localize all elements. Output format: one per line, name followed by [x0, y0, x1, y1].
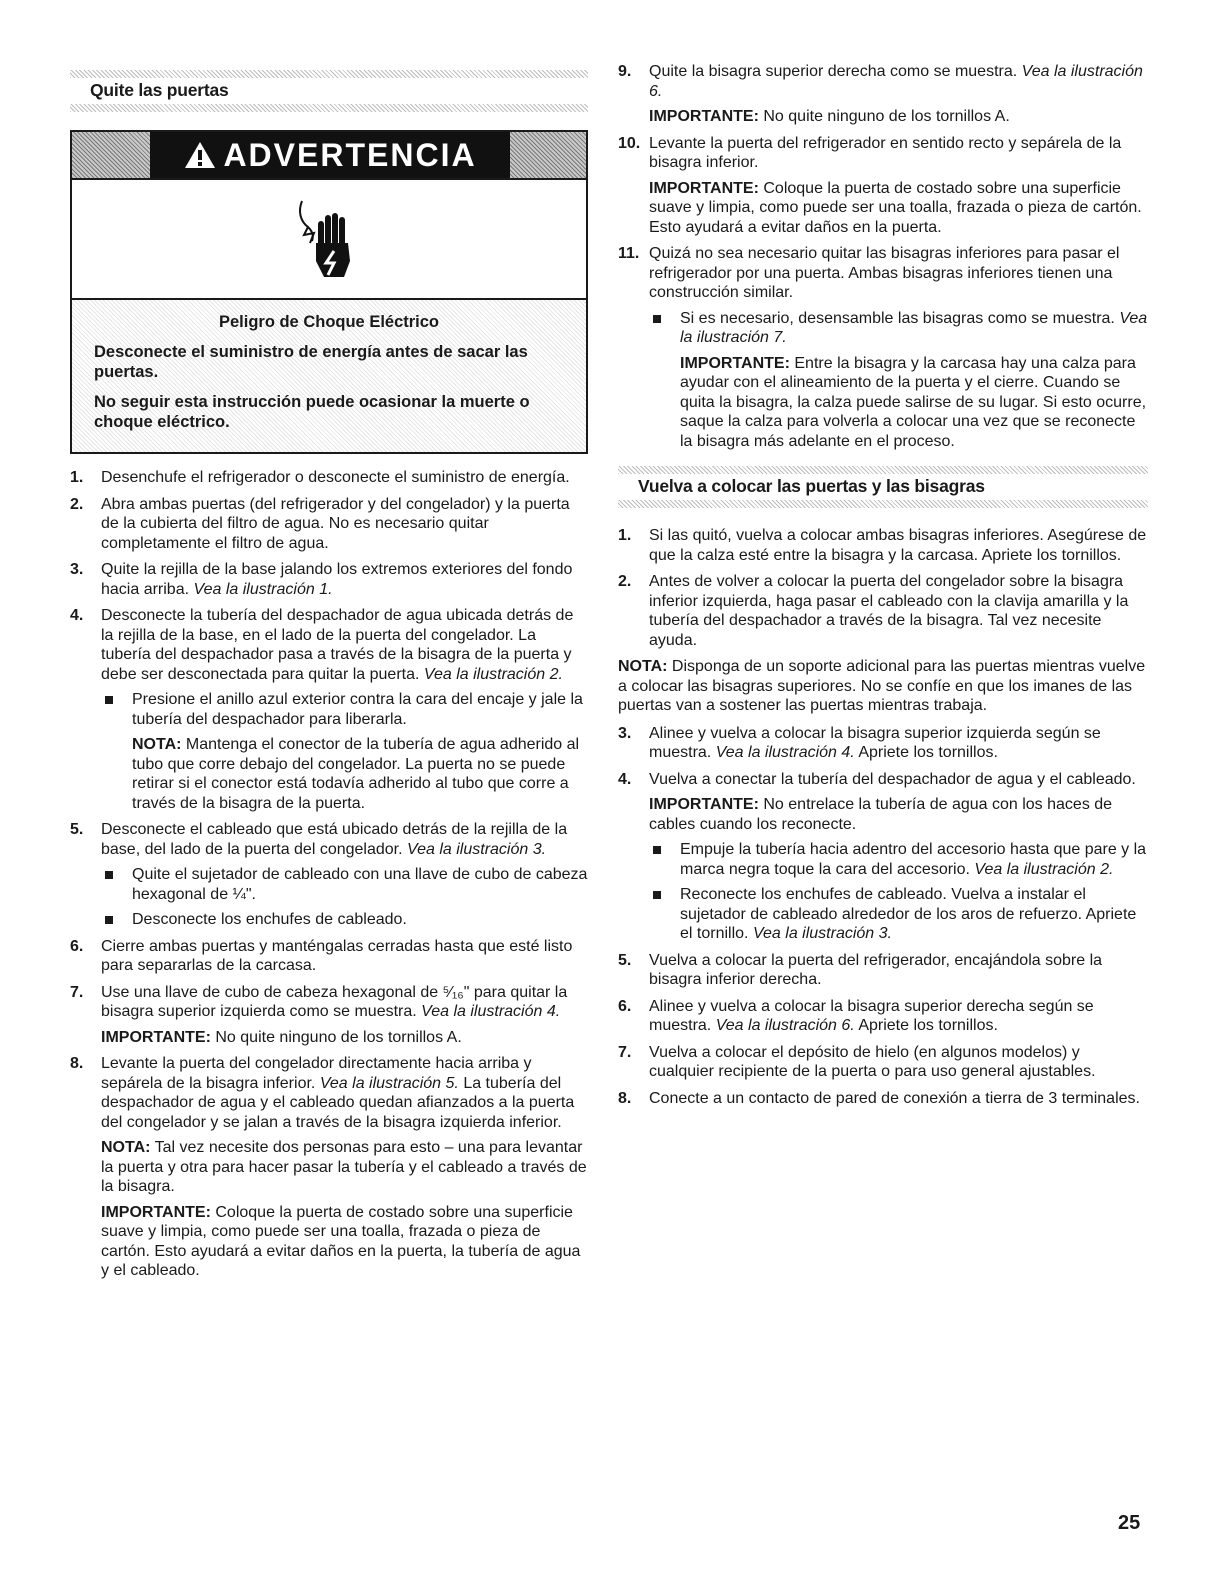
step-text: Cierre ambas puertas y manténgalas cerradas hasta que esté listo para separarlas de la carcasa.	[101, 937, 573, 974]
step-number: 6.	[70, 937, 84, 955]
step-text: Apriete los tornillos.	[858, 744, 998, 761]
step-text: Levante la puerta del refrigerador en sentido recto y sepárela de la bisagra inferior.	[649, 134, 1122, 171]
note-text: Disponga de un soporte adicional para las puertas mientras vuelve a colocar las bisagras superiores. No se confíe en que los imanes de las puertas van a sostener las puertas mientras trabaja.	[618, 658, 1146, 714]
step-number: 9.	[618, 63, 632, 80]
step-number: 2.	[70, 495, 84, 513]
step-number: 7.	[70, 983, 84, 1001]
step-number: 4.	[70, 607, 84, 624]
warning-title: ADVERTENCIA	[223, 136, 477, 173]
step-text: Si las quitó, vuelva a colocar ambas bisagras inferiores. Asegúrese de que la calza esté entre la bisagra y la carcasa. Apriete los tornillos.	[649, 527, 1147, 564]
section-header-replace-doors	[618, 458, 1148, 518]
warning-box	[70, 130, 588, 454]
important-text: Coloque la puerta de costado sobre una superficie suave y limpia, como puede ser una toalla, frazada o pieza de cartón. Esto ayudará a evitar daños en la puerta.	[649, 179, 1142, 236]
list-item	[70, 468, 588, 488]
step-number: 7.	[618, 1043, 632, 1061]
list-item	[618, 134, 1148, 238]
important-text: No entrelace la tubería de agua con los haces de cables cuando los reconecte.	[649, 796, 1113, 833]
list-item	[70, 606, 588, 813]
note-label: NOTA:	[101, 1139, 151, 1156]
step-number: 3.	[70, 561, 84, 578]
step-number: 1.	[618, 527, 632, 544]
step-number: 3.	[618, 724, 632, 742]
step-text: La tubería del despachador de agua y el cableado quedan afianzados a la puerta del congelador y se jalan a través de la bisagra izquierda inferior.	[101, 1074, 575, 1131]
bullet-item	[101, 910, 588, 930]
page-number: 25	[1118, 1512, 1141, 1534]
illustration-ref: Vea la ilustración 6.	[715, 1017, 855, 1034]
bullet-text: Quite el sujetador de cableado con una llave de cubo de cabeza hexagonal de ¼".	[132, 866, 588, 903]
list-item	[618, 244, 1148, 451]
illustration-ref: Vea la ilustración 4.	[715, 744, 855, 761]
bullet-square-icon	[105, 871, 113, 879]
list-item	[618, 572, 1148, 650]
bullet-item	[101, 865, 588, 904]
replace-steps-continued	[618, 724, 1148, 1109]
illustration-ref: Vea la ilustración 2.	[974, 860, 1114, 878]
step-text: Desconecte la tubería del despachador de agua ubicada detrás de la rejilla de la base, en el lado de la puerta del congelador. La tubería del despachador pasa a través de la bisagra de la puerta y debe ser desconectada para quitar la puerta.	[101, 607, 574, 683]
step-text: Antes de volver a colocar la puerta del congelador sobre la bisagra inferior izquierda, haga pasar el cableado con la clavija amarilla y la tubería del despachador a través de la bisagra. Tal vez necesite ayuda.	[649, 573, 1129, 649]
list-item	[70, 560, 588, 599]
bullet-item	[649, 840, 1148, 879]
important-label: IMPORTANTE:	[680, 354, 790, 372]
header-rule	[70, 104, 588, 112]
illustration-ref: Vea la ilustración 5.	[319, 1074, 459, 1092]
important-note	[649, 795, 1148, 834]
bullet-square-icon	[105, 916, 113, 924]
list-item	[618, 526, 1148, 565]
left-column	[70, 62, 588, 1288]
list-item	[70, 937, 588, 976]
illustration-ref: Vea la ilustración 7.	[680, 309, 1148, 346]
note	[101, 1138, 588, 1197]
step-text: Conecte a un contacto de pared de conexión a tierra de 3 terminales.	[649, 1089, 1140, 1107]
note-paragraph	[618, 657, 1148, 716]
important-text: Entre la bisagra y la carcasa hay una calza para ayudar con el alineamiento de la puerta y el cierre. Cuando se quita la bisagra, la calza puede salirse de su lugar. Si esto ocurre, saque la calza para volverla a colocar una vez que se reconecte la bisagra más adelante en el proceso.	[680, 354, 1147, 450]
bullet-square-icon	[105, 696, 113, 704]
remove-steps-list	[70, 468, 588, 1281]
step-number: 8.	[618, 1089, 632, 1107]
step-text: Vuelva a conectar la tubería del despachador de agua y el cableado.	[649, 770, 1136, 788]
step-number: 8.	[70, 1055, 84, 1072]
bullet-square-icon	[653, 315, 661, 323]
illustration-ref: Vea la ilustración 3.	[407, 840, 547, 858]
important-label: IMPORTANTE:	[101, 1028, 211, 1046]
section-title: Vuelva a colocar las puertas y las bisagras	[638, 476, 985, 496]
list-item	[618, 724, 1148, 763]
step-number: 5.	[618, 951, 632, 969]
bullet-text: Desconecte los enchufes de cableado.	[132, 911, 407, 928]
section-title: Quite las puertas	[90, 80, 229, 100]
step-number: 6.	[618, 997, 632, 1015]
bullet-item	[649, 309, 1148, 452]
warning-header	[72, 132, 586, 180]
step-text: Desenchufe el refrigerador o desconecte el suministro de energía.	[101, 469, 570, 486]
step-number: 4.	[618, 770, 632, 788]
bullet-text: Presione el anillo azul exterior contra la cara del encaje y jale la tubería del despachador para liberarla.	[132, 691, 583, 728]
header-rule	[618, 500, 1148, 508]
step-number: 2.	[618, 573, 632, 590]
bullet-item	[101, 690, 588, 813]
list-item	[618, 997, 1148, 1036]
important-text: No quite ninguno de los tornillos A.	[215, 1028, 462, 1046]
step-number: 11.	[618, 245, 640, 262]
step-number: 10.	[618, 134, 641, 152]
illustration-ref: Vea la ilustración 1.	[193, 580, 333, 598]
step-text: Use una llave de cubo de cabeza hexagonal de ⁵⁄₁₆" para quitar la bisagra superior izquierda como se muestra.	[101, 983, 568, 1020]
step-number: 1.	[70, 469, 84, 486]
illustration-ref: Vea la ilustración 2.	[423, 665, 563, 683]
list-item	[70, 820, 588, 930]
list-item	[618, 1089, 1148, 1109]
note-label: NOTA:	[132, 736, 182, 753]
note-label: NOTA:	[618, 658, 668, 675]
header-rule	[618, 466, 1148, 474]
list-item	[618, 951, 1148, 990]
section-header-remove-doors	[70, 62, 588, 122]
warning-body	[72, 300, 586, 452]
step-text: Alinee y vuelva a colocar la bisagra superior izquierda según se muestra.	[649, 724, 1101, 761]
warning-banner	[150, 132, 510, 178]
illustration-ref: Vea la ilustración 3.	[752, 925, 892, 942]
replace-steps-list	[618, 526, 1148, 650]
important-note	[680, 354, 1148, 452]
illustration-ref: Vea la ilustración 6.	[649, 63, 1143, 100]
remove-steps-continued	[618, 62, 1148, 451]
step-text: Vuelva a colocar la puerta del refrigerador, encajándola sobre la bisagra inferior derecha.	[649, 951, 1103, 988]
electric-shock-icon	[72, 180, 586, 300]
important-note	[649, 179, 1148, 238]
step-number: 5.	[70, 821, 84, 838]
important-label: IMPORTANTE:	[101, 1203, 211, 1221]
important-note	[649, 107, 1148, 127]
list-item	[70, 1054, 588, 1281]
note	[132, 735, 588, 813]
important-label: IMPORTANTE:	[649, 108, 759, 125]
step-text: Apriete los tornillos.	[858, 1017, 998, 1034]
important-text: Coloque la puerta de costado sobre una superficie suave y limpia, como puede ser una toalla, frazada o pieza de cartón. Esto ayudará a evitar daños en la puerta, la tubería de agua y el cableado.	[101, 1203, 581, 1279]
important-note	[101, 1028, 588, 1048]
right-column	[618, 62, 1148, 1115]
step-text: Abra ambas puertas (del refrigerador y del congelador) y la puerta de la cubierta del filtro de agua. No es necesario quitar completamente el filtro de agua.	[101, 495, 570, 552]
bullet-item	[649, 885, 1148, 944]
bullet-square-icon	[653, 891, 661, 899]
step-text: Desconecte el cableado que está ubicado detrás de la rejilla de la base, del lado de la puerta del congelador.	[101, 821, 568, 858]
bullet-text: Si es necesario, desensamble las bisagras como se muestra.	[680, 309, 1115, 327]
important-text: No quite ninguno de los tornillos A.	[763, 108, 1010, 125]
bullet-text: Reconecte los enchufes de cableado. Vuelva a instalar el sujetador de cableado alrededor de los aros de refuerzo. Apriete el tornillo.	[680, 886, 1137, 942]
list-item	[70, 983, 588, 1048]
important-label: IMPORTANTE:	[649, 796, 759, 813]
list-item	[618, 62, 1148, 127]
step-text: Alinee y vuelva a colocar la bisagra superior derecha según se muestra.	[649, 997, 1094, 1034]
step-text: Vuelva a colocar el depósito de hielo (en algunos modelos) y cualquier recipiente de la puerta o para uso general ajustables.	[649, 1043, 1096, 1080]
header-rule	[70, 70, 588, 78]
list-item	[618, 770, 1148, 944]
bullet-text: Empuje la tubería hacia adentro del accesorio hasta que pare y la marca negra toque la cara del accesorio.	[680, 841, 1147, 878]
warning-line-1: Desconecte el suministro de energía antes de sacar las puertas.	[94, 343, 528, 381]
step-text: Quizá no sea necesario quitar las bisagras inferiores para pasar el refrigerador por una puerta. Ambas bisagras inferiores tienen una construcción similar.	[649, 245, 1120, 301]
important-note	[101, 1203, 588, 1281]
list-item	[618, 1043, 1148, 1082]
important-label: IMPORTANTE:	[649, 179, 759, 197]
note-text: Tal vez necesite dos personas para esto – una para levantar la puerta y otra para hacer pasar la tubería y el cableado a través de la bisagra.	[101, 1139, 587, 1195]
illustration-ref: Vea la ilustración 4.	[421, 1003, 561, 1020]
step-text: Levante la puerta del congelador directamente hacia arriba y sepárela de la bisagra inferior.	[101, 1055, 532, 1092]
step-text: Quite la rejilla de la base jalando los extremos exteriores del fondo hacia arriba.	[101, 561, 573, 598]
warning-triangle-icon	[183, 140, 217, 170]
list-item	[70, 495, 588, 554]
warning-line-2: No seguir esta instrucción puede ocasionar la muerte o choque eléctrico.	[94, 393, 530, 431]
note-text: Mantenga el conector de la tubería de agua adherido al tubo que corre debajo del congelador. La puerta no se puede retirar si el conector está todavía adherido al tubo que corre a través de la bisagra de la puerta.	[132, 736, 580, 812]
step-text: Quite la bisagra superior derecha como se muestra.	[649, 63, 1018, 80]
hazard-label: Peligro de Choque Eléctrico	[218, 313, 440, 331]
bullet-square-icon	[653, 846, 661, 854]
